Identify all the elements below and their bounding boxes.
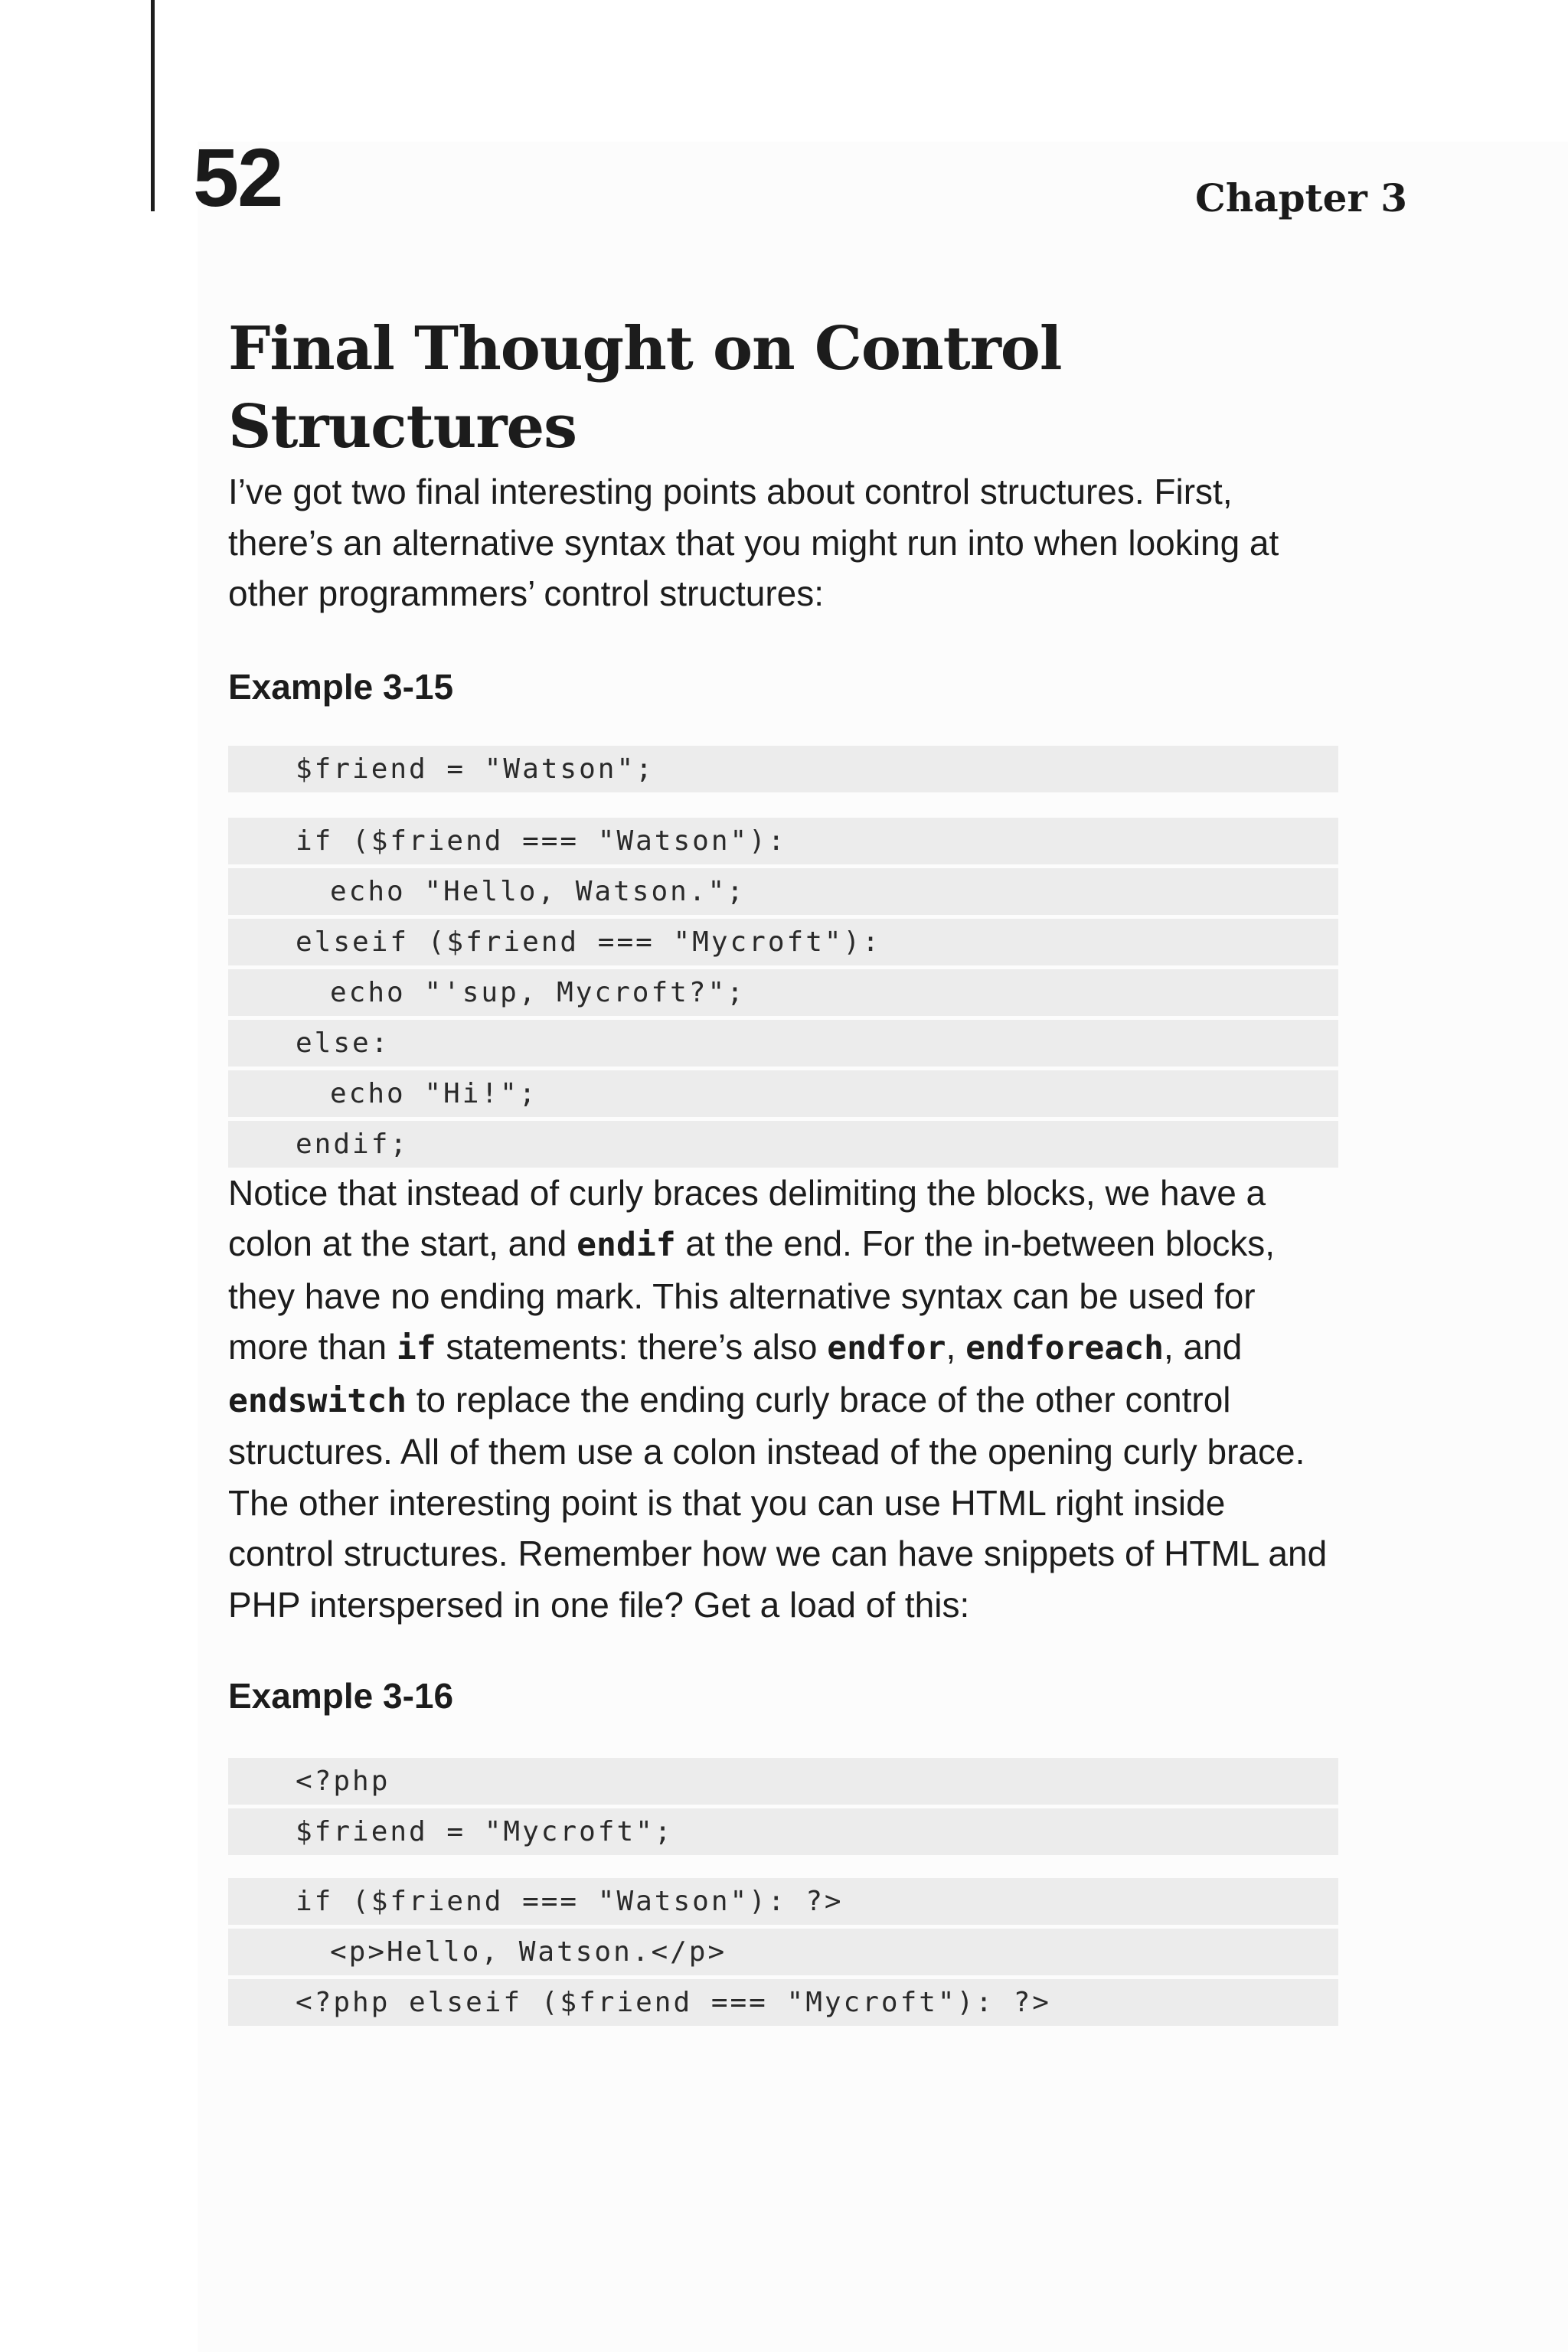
inline-code: endforeach: [965, 1329, 1164, 1367]
code-line: endif;: [228, 1121, 1338, 1168]
code-line: else:: [228, 1020, 1338, 1067]
chapter-label: Chapter 3: [1195, 175, 1407, 220]
paragraph-text: to replace the ending curly brace of the other control structures. All of them use a colon instead of the opening curly brace.: [228, 1379, 1305, 1472]
alt-syntax-paragraph: [228, 1168, 1338, 1478]
code-line: $friend = "Mycroft";: [228, 1808, 1338, 1855]
margin-rule: [151, 0, 155, 211]
inline-code: endswitch: [228, 1381, 407, 1420]
code-block: [228, 746, 1338, 792]
code-block: [228, 1758, 1338, 1855]
inline-code: endfor: [827, 1329, 946, 1367]
code-line: if ($friend === "Watson"):: [228, 818, 1338, 864]
example-label: Example 3-16: [228, 1676, 454, 1716]
page-content: [228, 310, 1338, 2026]
code-line: <?php: [228, 1758, 1338, 1805]
code-line: elseif ($friend === "Mycroft"):: [228, 919, 1338, 965]
paragraph-text: at the end. For the in-between blocks, they have no ending mark. This alternative syntax can be used for more than: [228, 1223, 1276, 1367]
inline-code: endif: [577, 1226, 676, 1264]
paragraph-text: Notice that instead of curly braces delimiting the blocks, we have a colon at the start, and: [228, 1172, 1266, 1263]
paragraph-text: , and: [1164, 1327, 1243, 1367]
code-block: [228, 1878, 1338, 2026]
code-line: echo "Hi!";: [228, 1070, 1338, 1117]
page-number: 52: [193, 131, 283, 224]
code-line: <?php elseif ($friend === "Mycroft"): ?>: [228, 1979, 1338, 2026]
code-line: echo "'sup, Mycroft?";: [228, 969, 1338, 1016]
code-line: <p>Hello, Watson.</p>: [228, 1929, 1338, 1975]
paragraph-text: statements: there’s also: [436, 1327, 828, 1367]
section-title: Final Thought on Control Structures: [228, 314, 1062, 462]
code-line: if ($friend === "Watson"): ?>: [228, 1878, 1338, 1925]
code-line: $friend = "Watson";: [228, 746, 1338, 792]
inline-code: if: [396, 1329, 436, 1367]
code-block: [228, 818, 1338, 1168]
paragraph-text: ,: [946, 1327, 966, 1367]
html-paragraph: The other interesting point is that you can use HTML right inside control structures. Remember how we can have snippets of HTML and PHP interspersed in one file? Get a load of this:: [228, 1482, 1328, 1625]
intro-paragraph: I’ve got two final interesting points about control structures. First, there’s an alternative syntax that you might run into when looking at other programmers’ control structures:: [228, 472, 1279, 613]
code-line: echo "Hello, Watson.";: [228, 868, 1338, 915]
example-label: Example 3-15: [228, 666, 454, 707]
